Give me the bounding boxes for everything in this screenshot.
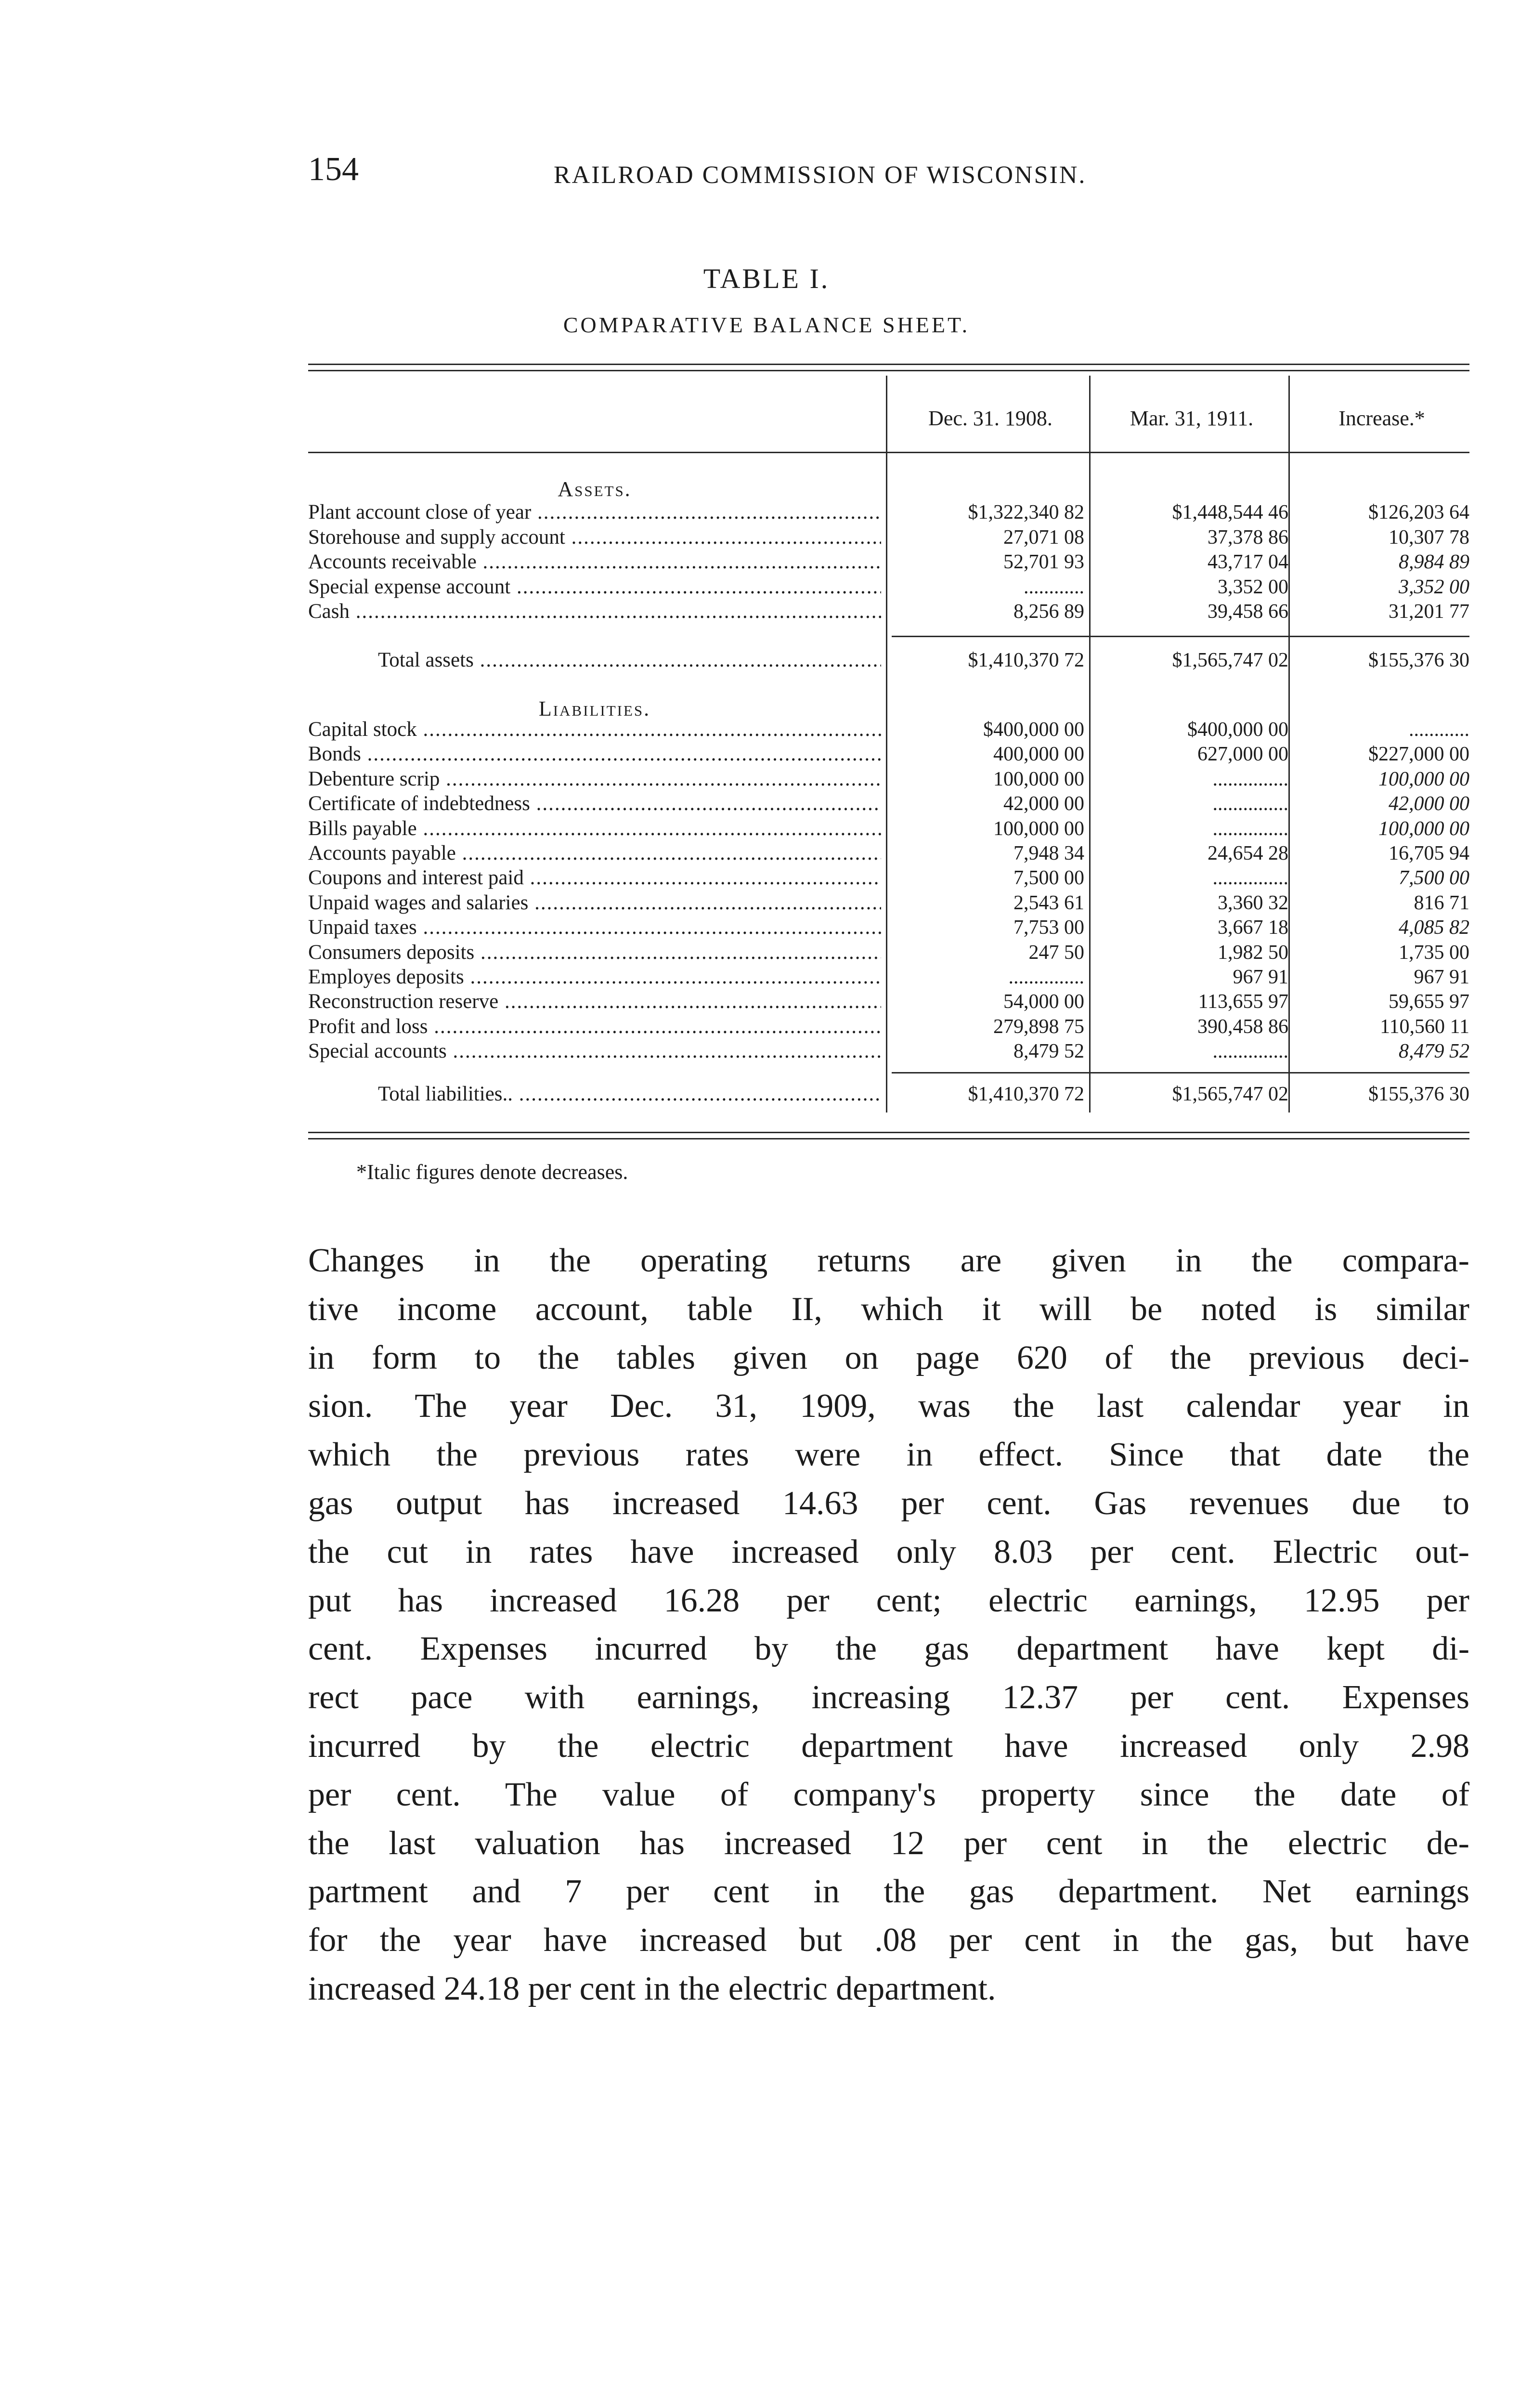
paragraph-line: which the previous rates were in effect. Since that date the — [308, 1436, 1469, 1474]
increase-value: 4,085 82 — [1399, 916, 1469, 939]
dec-1908-value: 8,479 52 — [1013, 1040, 1084, 1063]
increase-value: 7,500 00 — [1399, 867, 1469, 890]
mar-1911-value: 37,378 86 — [1208, 526, 1288, 549]
mar-1911-value: ............... — [1212, 793, 1288, 815]
paragraph-line: partment and 7 per cent in the gas department. Net earnings — [308, 1873, 1469, 1911]
mar-1911-value: 43,717 04 — [1208, 551, 1288, 573]
table-row — [308, 965, 1469, 990]
paragraph-line: the cut in rates have increased only 8.03 per cent. Electric out- — [308, 1533, 1469, 1570]
dec-1908-value: 8,256 89 — [1013, 601, 1084, 623]
mar-1911-value: 113,655 97 — [1198, 991, 1288, 1013]
increase-value: 59,655 97 — [1389, 991, 1469, 1013]
dec-1908-value: ............ — [1024, 576, 1084, 598]
increase-value: 10,307 78 — [1389, 526, 1469, 549]
dec-1908-value: $1,322,340 82 — [968, 501, 1084, 523]
dec-1908-value: $400,000 00 — [983, 719, 1084, 741]
increase-value: 1,735 00 — [1399, 941, 1469, 964]
row-label: Special accounts ..... — [308, 1039, 881, 1064]
row-label: Capital stock ..... — [308, 717, 881, 742]
paragraph-line: increased 24.18 per cent in the electric department. — [308, 1970, 996, 2007]
dec-1908-value: 7,948 34 — [1013, 842, 1084, 864]
table-row — [308, 717, 1469, 742]
mar-1911-value: $1,565,747 02 — [1172, 649, 1288, 671]
paragraph-line: put has increased 16.28 per cent; electric earnings, 12.95 per — [308, 1582, 1469, 1619]
total-assets-row — [308, 648, 1469, 673]
increase-value: $155,376 30 — [1368, 1083, 1469, 1105]
paragraph-line: per cent. The value of company's property since the date of — [308, 1776, 1469, 1813]
table-row — [308, 915, 1469, 940]
header-rule — [308, 452, 1469, 453]
paragraph-line: in form to the tables given on page 620 of the previous deci- — [308, 1339, 1469, 1376]
dec-1908-value: 100,000 00 — [993, 768, 1084, 790]
paragraph-line: Changes in the operating returns are given in the compara- — [308, 1242, 1469, 1279]
mar-1911-value: 627,000 00 — [1197, 743, 1288, 766]
increase-value: 42,000 00 — [1389, 793, 1469, 815]
increase-value: 100,000 00 — [1378, 768, 1469, 790]
dec-1908-value: 247 50 — [1028, 941, 1084, 964]
row-label: Unpaid wages and salaries ..... — [308, 890, 881, 916]
increase-value: 31,201 77 — [1389, 601, 1469, 623]
table-row — [308, 816, 1469, 841]
paragraph-line: incurred by the electric department have increased only 2.98 — [308, 1727, 1469, 1765]
mar-1911-value: ............... — [1212, 867, 1288, 890]
dec-1908-value: 52,701 93 — [1003, 551, 1084, 573]
page-number: 154 — [308, 151, 359, 188]
paragraph-line: sion. The year Dec. 31, 1909, was the last calendar year in — [308, 1387, 1469, 1425]
dec-1908-value: 279,898 75 — [993, 1015, 1084, 1038]
table-row — [308, 865, 1469, 890]
increase-value: $227,000 00 — [1368, 743, 1469, 766]
table-row — [308, 940, 1469, 965]
total-liabilities-rule — [892, 1072, 1469, 1073]
row-label: Reconstruction reserve ..... — [308, 989, 881, 1014]
increase-value: 3,352 00 — [1399, 576, 1469, 598]
table-row — [308, 742, 1469, 767]
body-paragraph — [308, 1237, 1469, 2014]
increase-value: 8,479 52 — [1399, 1040, 1469, 1063]
table-row — [308, 841, 1469, 866]
table-top-rule-2 — [308, 370, 1469, 371]
dec-1908-value: $1,410,370 72 — [968, 649, 1084, 671]
increase-value: ............ — [1409, 719, 1469, 741]
assets-heading: Assets. — [558, 477, 632, 501]
mar-1911-value: 967 91 — [1233, 966, 1288, 988]
increase-value: $126,203 64 — [1368, 501, 1469, 523]
running-head: RAILROAD COMMISSION OF WISCONSIN. — [554, 161, 1087, 189]
row-label: Unpaid taxes ..... — [308, 915, 881, 940]
dec-1908-value: $1,410,370 72 — [968, 1083, 1084, 1105]
dec-1908-value: 7,753 00 — [1013, 916, 1084, 939]
mar-1911-value: ............... — [1212, 768, 1288, 790]
table-row — [308, 890, 1469, 916]
row-label: Total liabilities.. ..... — [308, 1082, 881, 1107]
total-assets-rule — [892, 636, 1469, 637]
table-row — [308, 989, 1469, 1014]
table-bottom-rule — [308, 1132, 1469, 1133]
dec-1908-value: 400,000 00 — [993, 743, 1084, 766]
column-header-increase: Increase.* — [1338, 406, 1425, 430]
mar-1911-value: 3,352 00 — [1218, 576, 1288, 598]
table-row — [308, 550, 1469, 575]
row-label: Accounts receivable ..... — [308, 550, 881, 575]
dec-1908-value: 7,500 00 — [1013, 867, 1084, 890]
row-label: Special expense account ..... — [308, 575, 881, 600]
mar-1911-value: 3,667 18 — [1218, 916, 1288, 939]
table-top-rule — [308, 364, 1469, 365]
row-label: Cash ..... — [308, 599, 881, 624]
table-row — [308, 767, 1469, 792]
dec-1908-value: 42,000 00 — [1003, 793, 1084, 815]
row-label: Total assets ..... — [308, 648, 881, 673]
increase-value: 8,984 89 — [1399, 551, 1469, 573]
increase-value: $155,376 30 — [1368, 649, 1469, 671]
table-title: TABLE I. — [703, 263, 830, 294]
total-liabilities-row — [308, 1082, 1469, 1107]
mar-1911-value: 3,360 32 — [1218, 891, 1288, 914]
dec-1908-value: 2,543 61 — [1013, 891, 1084, 914]
row-label: Coupons and interest paid ..... — [308, 865, 881, 890]
paragraph-line: for the year have increased but .08 per cent in the gas, but have — [308, 1922, 1469, 1959]
paragraph-line: gas output has increased 14.63 per cent. Gas revenues due to — [308, 1484, 1469, 1522]
row-label: Storehouse and supply account ..... — [308, 525, 881, 550]
row-label: Profit and loss ..... — [308, 1014, 881, 1039]
mar-1911-value: $1,565,747 02 — [1172, 1083, 1288, 1105]
row-label: Employes deposits ..... — [308, 965, 881, 990]
table-footnote: *Italic figures denote decreases. — [356, 1160, 628, 1184]
mar-1911-value: 39,458 66 — [1208, 601, 1288, 623]
table-row — [308, 500, 1469, 525]
mar-1911-value: 24,654 28 — [1208, 842, 1288, 864]
increase-value: 816 71 — [1414, 891, 1469, 914]
mar-1911-value: $1,448,544 46 — [1172, 501, 1288, 523]
mar-1911-value: ............... — [1212, 817, 1288, 840]
increase-value: 110,560 11 — [1380, 1015, 1469, 1038]
row-label: Plant account close of year ..... — [308, 500, 881, 525]
column-header-dec-1908: Dec. 31. 1908. — [928, 406, 1052, 430]
dec-1908-value: ............... — [1008, 966, 1084, 988]
table-row — [308, 575, 1469, 600]
dec-1908-value: 100,000 00 — [993, 817, 1084, 840]
table-row — [308, 599, 1469, 624]
mar-1911-value: 1,982 50 — [1218, 941, 1288, 964]
table-row — [308, 1014, 1469, 1039]
liabilities-heading: Liabilities. — [538, 697, 651, 720]
column-header-mar-1911: Mar. 31, 1911. — [1130, 406, 1254, 430]
table-row — [308, 1039, 1469, 1064]
paragraph-line: tive income account, table II, which it will be noted is similar — [308, 1290, 1469, 1328]
row-label: Consumers deposits ..... — [308, 940, 881, 965]
increase-value: 100,000 00 — [1378, 817, 1469, 840]
row-label: Debenture scrip ..... — [308, 767, 881, 792]
increase-value: 967 91 — [1414, 966, 1469, 988]
table-row — [308, 791, 1469, 816]
table-row — [308, 525, 1469, 550]
increase-value: 16,705 94 — [1389, 842, 1469, 864]
row-label: Accounts payable ..... — [308, 841, 881, 866]
row-label: Bonds ..... — [308, 742, 881, 767]
row-label: Certificate of indebtedness ..... — [308, 791, 881, 816]
row-label: Bills payable ..... — [308, 816, 881, 841]
dec-1908-value: 54,000 00 — [1003, 991, 1084, 1013]
paragraph-line: rect pace with earnings, increasing 12.37 per cent. Expenses — [308, 1679, 1469, 1716]
paragraph-line: cent. Expenses incurred by the gas department have kept di- — [308, 1630, 1469, 1668]
mar-1911-value: ............... — [1212, 1040, 1288, 1063]
table-bottom-rule-2 — [308, 1138, 1469, 1139]
mar-1911-value: $400,000 00 — [1187, 719, 1288, 741]
paragraph-line: the last valuation has increased 12 per cent in the electric de- — [308, 1824, 1469, 1862]
dec-1908-value: 27,071 08 — [1003, 526, 1084, 549]
table-subtitle: COMPARATIVE BALANCE SHEET. — [563, 313, 970, 337]
mar-1911-value: 390,458 86 — [1197, 1015, 1288, 1038]
